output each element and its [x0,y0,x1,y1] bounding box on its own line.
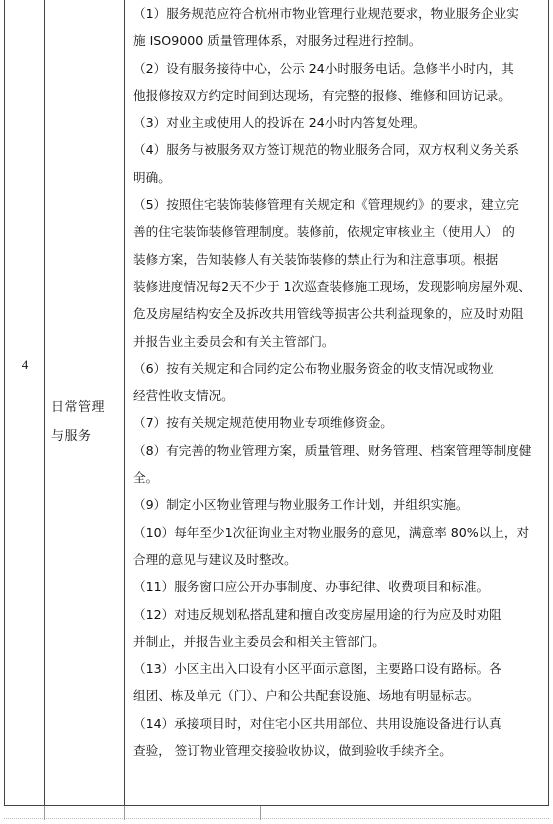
requirement-line: （12）对违反规划私搭乱建和擅自改变房屋用途的行为应及时劝阻 [133,606,502,622]
requirement-item [131,191,545,355]
requirement-item [131,573,545,600]
requirement-item [131,136,545,191]
requirement-item [131,55,545,110]
requirement-line: （2）设有服务接待中心，公示 24小时服务电话。急修半小时内，其 [133,60,514,76]
requirement-item [131,601,545,656]
requirement-item [131,655,545,710]
category-label [51,393,123,451]
requirement-line: 明确。 [133,169,171,185]
requirement-line: （11）服务窗口应公开办事制度、办事纪律、收费项目和标准。 [133,579,490,595]
requirement-line: （14）承接项目时，对住宅小区共用部位、共用设施设备进行认真 [133,715,502,731]
requirement-line: （4）服务与被服务双方签订规范的物业服务合同，双方权利义务关系 [133,142,519,158]
requirement-line: （13）小区主出入口设有小区平面示意图，主要路口设有路标。各 [133,661,502,677]
requirement-line: （9）制定小区物业管理与物业服务工作计划，并组织实施。 [133,497,469,513]
requirement-line: （7）按有关规定规范使用物业专项维修资金。 [133,415,393,431]
divider-tick [44,806,45,820]
requirement-item [131,437,545,492]
requirement-line: （1）服务规范应符合杭州市物业管理行业规范要求，物业服务企业实 [133,6,519,21]
requirement-line: 合理的意见与建议及时整改。 [133,551,297,567]
requirement-line: 并报告业主委员会和有关主管部门。 [133,333,335,349]
requirement-item [131,710,545,765]
requirement-line: （5）按照住宅装饰装修管理有关规定和《管理规约》的要求，建立完 [133,197,519,213]
requirement-item [131,409,545,436]
requirement-line: （10）每年至少1次征询业主对物业服务的意见，满意率 80%以上，对 [133,524,530,540]
requirement-line: 善的住宅装饰装修管理制度。装修前，依规定审核业主（使用人） 的 [133,224,515,240]
requirement-line: （3）对业主或使用人的投诉在 24小时内答复处理。 [133,115,426,131]
category-line-1: 日常管理 [51,400,106,415]
row-number: 4 [21,357,29,372]
requirement-line: 全。 [133,470,159,486]
requirement-line: 危及房屋结构安全及拆改共用管线等损害公共利益现象的，应及时劝阻 [133,306,524,322]
requirement-line: 经营性收支情况。 [133,388,234,404]
requirement-item [131,355,545,410]
requirement-line: 并制止，并报告业主委员会和相关主管部门。 [133,633,385,649]
requirement-line: （6）按有关规定和合同约定公布物业服务资金的收支情况或物业 [133,360,494,376]
row-number-cell [5,0,45,805]
content-cell [131,0,545,764]
requirement-item [131,109,545,136]
table [4,0,549,806]
requirement-line: 装修方案，告知装修人有关装饰装修的禁止行为和注意事项。根据 [133,251,499,267]
requirement-line: 施 ISO9000 质量管理体系，对服务过程进行控制。 [133,33,422,49]
requirement-line: 他报修按双方约定时间到达现场，有完整的报修、维修和回访记录。 [133,87,511,103]
category-line-2: 与服务 [51,429,92,444]
requirement-item [131,491,545,518]
requirement-line: （8）有完善的物业管理方案，质量管理、财务管理、档案管理等制度健 [133,442,532,458]
requirement-item [131,519,545,574]
page-bottom-rule [4,818,549,820]
requirement-line: 组团、栋及单元（门）、户和公共配套设施、场地有明显标志。 [133,688,480,704]
divider-tick [260,806,261,820]
requirement-line: 查验， 签订物业管理交接验收协议，做到验收手续齐全。 [133,743,452,759]
requirement-line: 装修进度情况每2天不少于 1次巡查装修施工现场，发现影响房屋外观、 [133,278,531,294]
category-cell [45,0,125,805]
requirement-item [131,0,545,55]
divider-tick [124,806,125,820]
